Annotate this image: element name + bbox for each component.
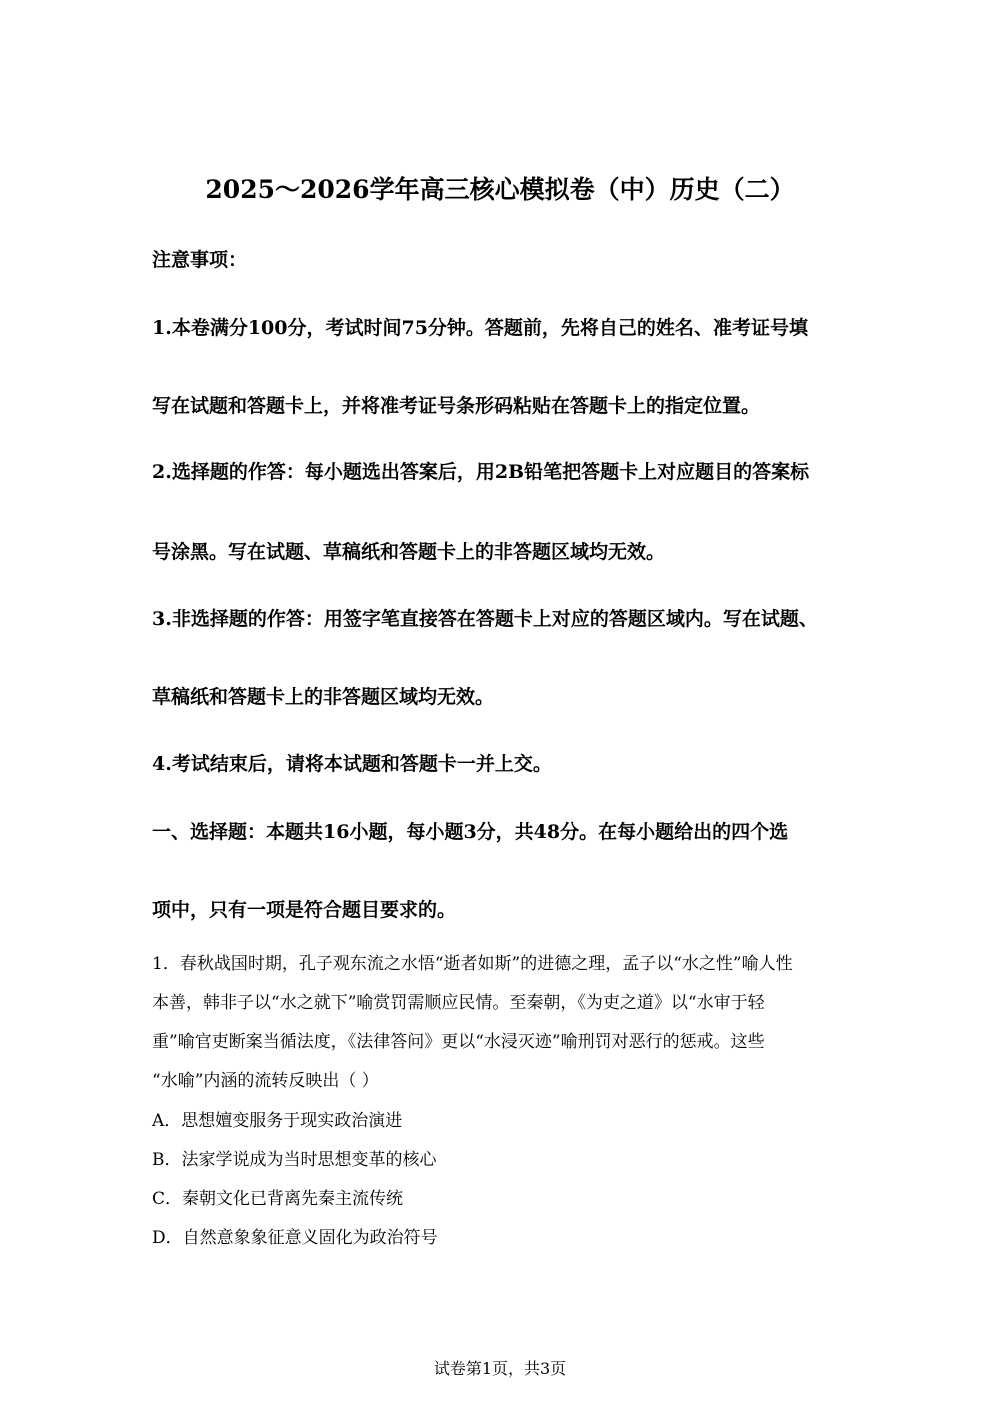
section-heading-line: 项中，只有一项是符合题目要求的。 [152, 899, 457, 921]
option-a: A．思想嬗变服务于现实政治演进 [152, 1111, 403, 1131]
notice-line: 4.考试结束后，请将本试题和答题卡一并上交。 [152, 753, 552, 775]
option-b: B．法家学说成为当时思想变革的核心 [152, 1150, 437, 1170]
notice-line: 1.本卷满分100分，考试时间75分钟。答题前，先将自己的姓名、准考证号填 [152, 317, 808, 339]
exam-title: 2025～2026学年高三核心模拟卷（中）历史（二） [205, 175, 795, 204]
option-d: D．自然意象象征意义固化为政治符号 [152, 1228, 438, 1248]
notice-line: 号涂黑。写在试题、草稿纸和答题卡上的非答题区域均无效。 [152, 541, 666, 563]
question-stem-line: 本善，韩非子以“水之就下”喻赏罚需顺应民情。至秦朝，《为吏之道》以“水审于轻 [152, 993, 765, 1013]
notice-line: 2.选择题的作答：每小题选出答案后，用2B铅笔把答题卡上对应题目的答案标 [152, 461, 810, 483]
question-stem-line: “水喻”内涵的流转反映出（ ） [152, 1071, 379, 1091]
notice-heading: 注意事项： [152, 249, 248, 271]
notice-line: 草稿纸和答题卡上的非答题区域均无效。 [152, 686, 495, 708]
page-footer: 试卷第1页，共3页 [433, 1359, 567, 1378]
notice-line: 写在试题和答题卡上，并将准考证号条形码粘贴在答题卡上的指定位置。 [152, 395, 761, 417]
question-stem-line: 重”喻官吏断案当循法度，《法律答问》更以“水浸灭迹”喻刑罚对恶行的惩戒。这些 [152, 1032, 765, 1052]
question-stem-line: 1．春秋战国时期，孔子观东流之水悟“逝者如斯”的进德之理，孟子以“水之性”喻人性 [152, 954, 793, 974]
option-c: C．秦朝文化已背离先秦主流传统 [152, 1189, 404, 1209]
section-heading-line: 一、选择题：本题共16小题，每小题3分，共48分。在每小题给出的四个选 [152, 821, 789, 843]
notice-line: 3.非选择题的作答：用签字笔直接答在答题卡上对应的答题区域内。写在试题、 [152, 608, 818, 630]
